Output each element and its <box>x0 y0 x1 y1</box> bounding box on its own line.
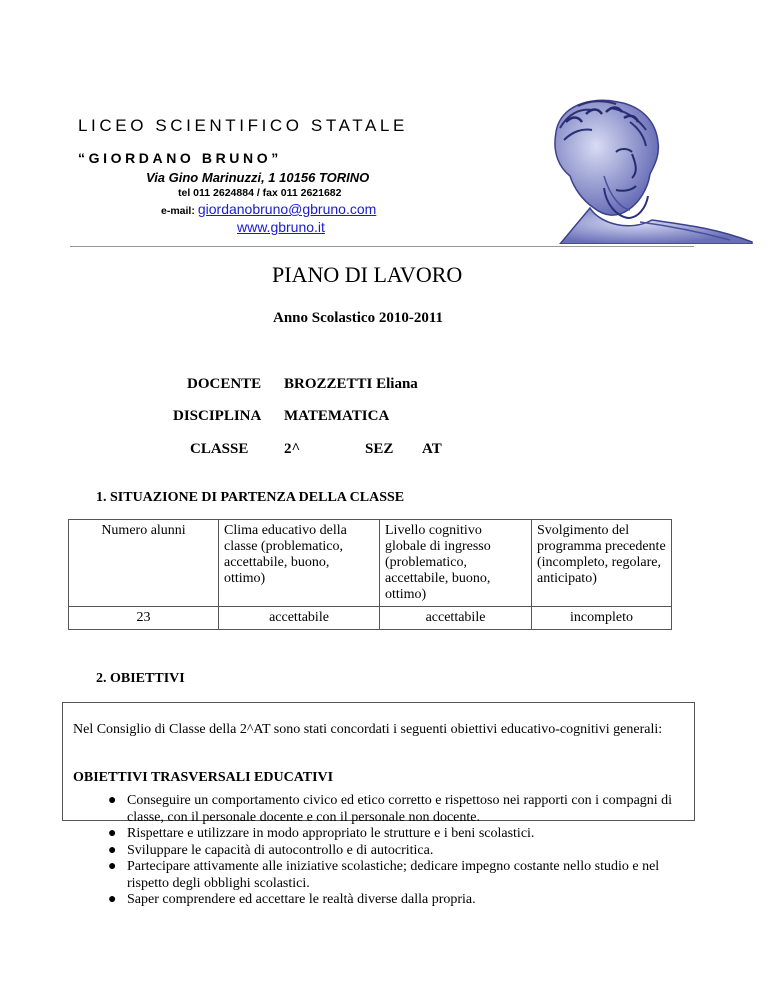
table-header-row <box>69 520 672 607</box>
bullet-icon: ● <box>108 826 117 841</box>
classe-label: CLASSE <box>190 441 249 457</box>
email-row <box>161 201 376 217</box>
table-cell: accettabile <box>380 607 532 630</box>
list-item <box>108 892 693 909</box>
classe-value: 2^ <box>284 441 301 457</box>
list-item <box>108 793 693 826</box>
disciplina-label: DISCIPLINA <box>173 408 262 424</box>
objectives-intro: Nel Consiglio di Classe della 2^AT sono stati concordati i seguenti obiettivi educativo-cognitivi generali: <box>73 722 663 737</box>
table-cell: accettabile <box>219 607 380 630</box>
bullet-icon: ● <box>108 859 117 874</box>
list-item <box>108 859 693 892</box>
table-header-cell: Numero alunni <box>69 520 219 607</box>
objectives-list <box>108 793 693 909</box>
bullet-icon: ● <box>108 892 117 907</box>
objectives-subtitle: OBIETTIVI TRASVERSALI EDUCATIVI <box>73 770 334 785</box>
sez-label: SEZ <box>365 441 394 457</box>
docente-value: BROZZETTI Eliana <box>284 376 418 392</box>
email-link[interactable]: giordanobruno@gbruno.com <box>197 201 377 217</box>
giordano-bruno-bust-icon <box>520 92 756 244</box>
document-title: PIANO DI LAVORO <box>272 262 463 287</box>
school-name: LICEO SCIENTIFICO STATALE <box>78 116 408 135</box>
list-item <box>108 843 693 860</box>
section-1-title: 1. SITUAZIONE DI PARTENZA DELLA CLASSE <box>96 490 405 505</box>
table-header-cell: Livello cognitivo globale di ingresso (problematico, accettabile, buono, ottimo) <box>380 520 532 607</box>
section-2-title: 2. OBIETTIVI <box>96 671 185 686</box>
school-subtitle: “GIORDANO BRUNO” <box>78 150 282 166</box>
school-phone: tel 011 2624884 / fax 011 2621682 <box>178 187 342 199</box>
school-year: Anno Scolastico 2010-2011 <box>273 310 444 326</box>
list-item-text: Saper comprendere ed accettare le realtà diverse dalla propria. <box>127 892 476 907</box>
list-item-text: Partecipare attivamente alle iniziative scolastiche; dedicare impegno costante nello studio e nel rispetto degli obblighi scolastici. <box>127 859 660 891</box>
docente-label: DOCENTE <box>187 376 262 392</box>
bullet-icon: ● <box>108 793 117 808</box>
table-cell: 23 <box>69 607 219 630</box>
table-header-cell: Clima educativo della classe (problematico, accettabile, buono, ottimo) <box>219 520 380 607</box>
list-item <box>108 826 693 843</box>
email-label: e-mail: <box>161 205 195 217</box>
table-header-cell: Svolgimento del programma precedente (incompleto, regolare, anticipato) <box>532 520 672 607</box>
sez-value: AT <box>422 441 442 457</box>
table-cell: incompleto <box>532 607 672 630</box>
objectives-box <box>62 702 695 907</box>
list-item-text: Conseguire un comportamento civico ed etico corretto e rispettoso nei rapporti con i compagni di classe, con il personale docente e con il personale non docente. <box>127 793 673 825</box>
starting-situation-table <box>68 519 672 630</box>
table-row <box>69 607 672 630</box>
website-link[interactable]: www.gbruno.it <box>237 219 325 235</box>
disciplina-value: MATEMATICA <box>284 408 390 424</box>
list-item-text: Rispettare e utilizzare in modo appropriato le strutture e i beni scolastici. <box>127 826 535 841</box>
school-address: Via Gino Marinuzzi, 1 10156 TORINO <box>146 170 370 185</box>
bullet-icon: ● <box>108 842 117 858</box>
list-item-text: Sviluppare le capacità di autocontrollo e di autocritica. <box>127 842 434 858</box>
header-divider <box>70 246 694 247</box>
